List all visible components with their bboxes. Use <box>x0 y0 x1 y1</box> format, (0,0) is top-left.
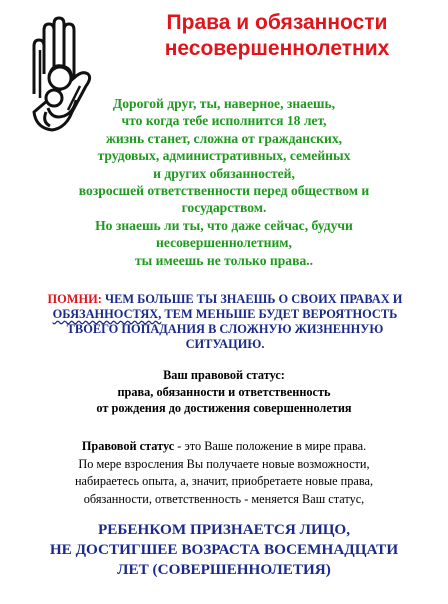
title-line-2: несовершеннолетних <box>164 37 390 60</box>
warning-block <box>18 292 432 352</box>
definition-line-4: обязанности, ответственность - меняется Ваш статус, <box>83 491 365 506</box>
intro-line: ты имеешь не только права.. <box>134 252 314 268</box>
final-line: НЕ ДОСТИГШЕЕ ВОЗРАСТА ВОСЕМНАДЦАТИ <box>49 541 399 558</box>
intro-line: трудовых, административных, семейных <box>97 148 351 164</box>
warning-label: ПОМНИ: <box>47 292 102 306</box>
definition-line-1-text: - это Ваше положение в мире права. <box>174 439 367 453</box>
status-line-3: от рождения до достижения совершеннолетия <box>96 401 352 415</box>
intro-line: Но знаешь ли ты, что даже сейчас, будучи <box>95 217 353 233</box>
warning-line-3: ТВОЕГО ПОПАДАНИЯ В СЛОЖНУЮ ЖИЗНЕННУЮ <box>66 322 384 336</box>
intro-line: жизнь станет, сложна от гражданских, <box>105 130 343 146</box>
intro-line: возросшей ответственности перед обществом и <box>78 183 370 199</box>
legal-status-block <box>20 367 428 417</box>
page-title <box>112 10 442 62</box>
status-line-2: права, обязанности и ответственность <box>117 384 331 399</box>
intro-line: государством. <box>181 200 267 216</box>
final-statement <box>18 520 430 580</box>
definition-line-2: По мере взросления Вы получаете новые возможности, <box>78 456 370 471</box>
definition-block <box>18 438 430 508</box>
intro-paragraph <box>20 95 428 269</box>
definition-line-1 <box>18 438 430 456</box>
intro-line: что когда тебе исполнится 18 лет, <box>121 113 327 129</box>
warning-line-1-text: ЧЕМ БОЛЬШЕ ТЫ ЗНАЕШЬ О СВОИХ ПРАВАХ И <box>101 292 403 306</box>
warning-line <box>18 292 432 307</box>
intro-line: и других обязанностей, <box>153 165 295 181</box>
intro-line: несовершеннолетним, <box>156 235 292 251</box>
warning-line-2-text: ТЕМ МЕНЬШЕ БУДЕТ ВЕРОЯТНОСТЬ <box>161 307 398 321</box>
title-line-1: Права и обязанности <box>166 11 388 34</box>
warning-line-4: СИТУАЦИЮ. <box>185 337 265 351</box>
final-line: ЛЕТ (СОВЕРШЕННОЛЕТИЯ) <box>117 561 331 578</box>
final-line: РЕБЕНКОМ ПРИЗНАЕТСЯ ЛИЦО, <box>97 521 351 538</box>
warning-underlined-word: ОБЯЗАННОСТЯХ, <box>52 307 162 321</box>
warning-line <box>18 307 432 322</box>
definition-line-3: набираетесь опыта, а, значит, приобретаете новые права, <box>74 474 374 488</box>
status-heading: Ваш правовой статус: <box>163 368 285 382</box>
intro-line: Дорогой друг, ты, наверное, знаешь, <box>112 96 336 111</box>
definition-term: Правовой статус <box>81 439 175 453</box>
